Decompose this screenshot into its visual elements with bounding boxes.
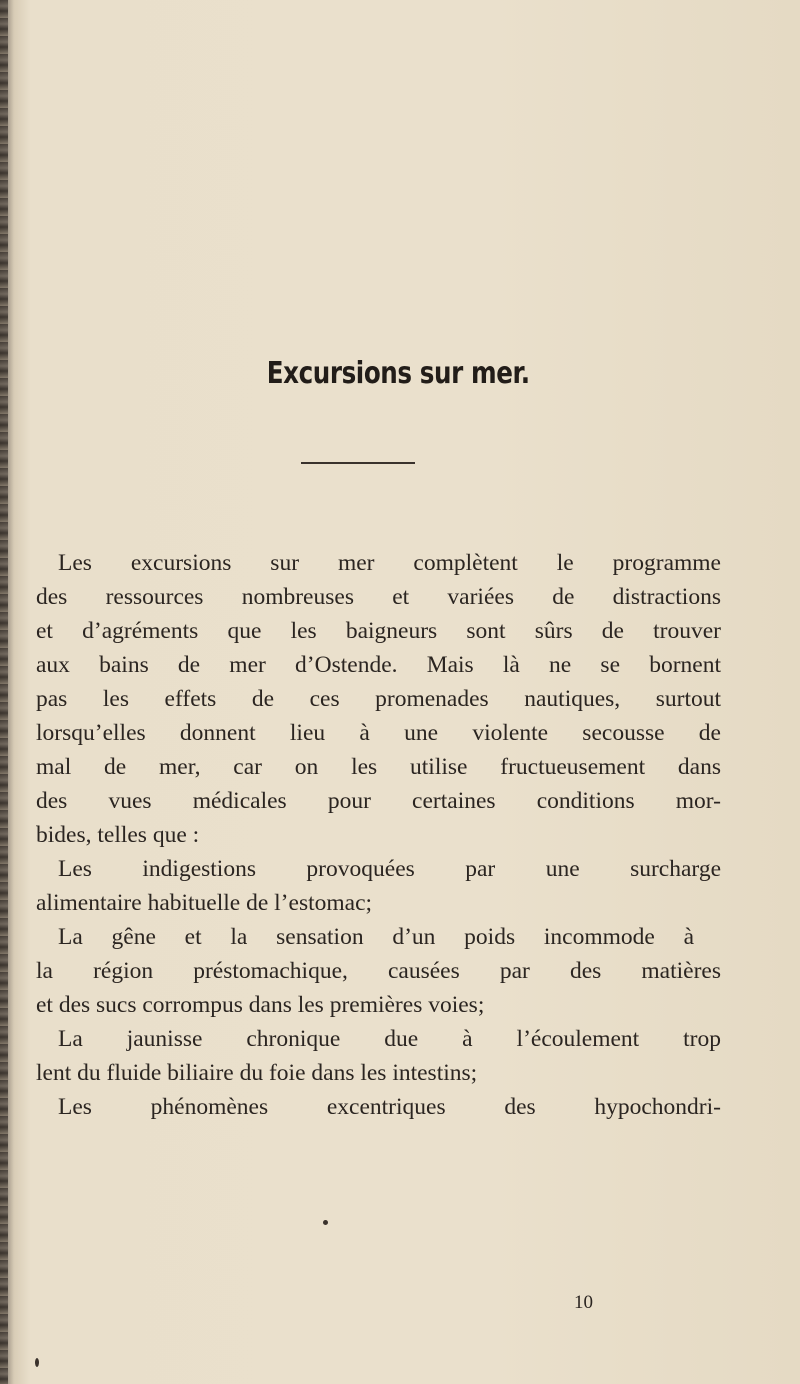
text-line: la région préstomachique, causées par des matières: [36, 958, 721, 984]
text-line: pas les effets de ces promenades nautiques, surtout: [36, 686, 721, 712]
text-line: La gêne et la sensation d’un poids incommode à: [58, 924, 694, 950]
ink-speck: [323, 1220, 328, 1225]
text-line: lent du fluide biliaire du foie dans les intestins;: [36, 1060, 478, 1086]
text-line: et des sucs corrompus dans les premières voies;: [36, 992, 485, 1018]
text-line: des vues médicales pour certaines conditions mor-: [36, 788, 721, 814]
text-line: Les excursions sur mer complètent le programme: [58, 550, 721, 576]
title-divider: [301, 462, 415, 464]
text-line: mal de mer, car on les utilise fructueusement dans: [36, 754, 721, 780]
page-number: 10: [574, 1292, 593, 1313]
text-line: La jaunisse chronique due à l’écoulement trop: [58, 1026, 721, 1052]
text-line: aux bains de mer d’Ostende. Mais là ne se bornent: [36, 652, 721, 678]
text-line: et d’agréments que les baigneurs sont sûrs de trouver: [36, 618, 721, 644]
text-line: alimentaire habituelle de l’estomac;: [36, 890, 373, 916]
book-binding-edge: [0, 0, 8, 1384]
text-line: Les phénomènes excentriques des hypochondri-: [58, 1094, 721, 1120]
ink-speck: [35, 1358, 39, 1367]
text-line: des ressources nombreuses et variées de distractions: [36, 584, 721, 610]
page-title: Excursions sur mer.: [266, 356, 530, 391]
text-line: bides, telles que :: [36, 822, 200, 848]
text-line: Les indigestions provoquées par une surcharge: [58, 856, 721, 882]
text-line: lorsqu’elles donnent lieu à une violente secousse de: [36, 720, 721, 746]
